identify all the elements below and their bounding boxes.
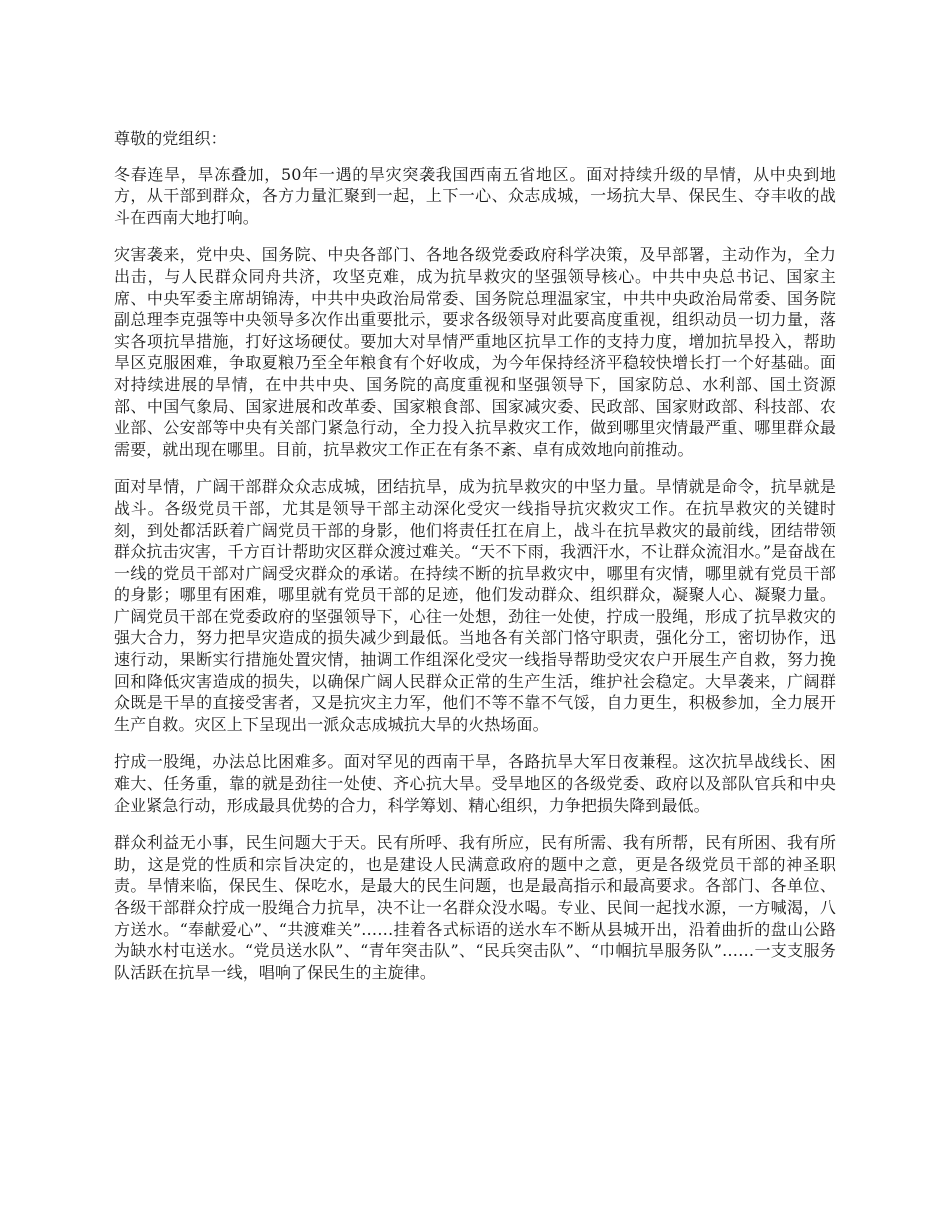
paragraph-3: 面对旱情，广阔干部群众众志成城，团结抗旱，成为抗旱救灾的中坚力量。旱情就是命令，抗旱就是战斗。各级党员干部，尤其是领导干部主动深化受灾一线指导抗灾救灾工作。在抗旱救灾的关键时刻，到处都活跃着广阔党员干部的身影，他们将责任扛在肩上，战斗在抗旱救灾的最前线，团结带领群众抗击灾害，千方百计帮助灾区群众渡过难关。“天不下雨，我洒汗水，不让群众流泪水。”是奋战在一线的党员干部对广阔受灾群众的承诺。在持续不断的抗旱救灾中，哪里有灾情，哪里就有党员干部的身影；哪里有困难，哪里就有党员干部的足迹，他们发动群众、组织群众，凝聚人心、凝聚力量。广阔党员干部在党委政府的坚强领导下，心往一处想，劲往一处使，拧成一股绳，形成了抗旱救灾的强大合力，努力把旱灾造成的损失减少到最低。当地各有关部门恪守职责，强化分工，密切协作，迅速行动，果断实行措施处置灾情，抽调工作组深化受灾一线指导帮助受灾农户开展生产自救，努力挽回和降低灾害造成的损失，以确保广阔人民群众正常的生产生活，维护社会稳定。大旱袭来，广阔群众既是干旱的直接受害者，又是抗灾主力军，他们不等不靠不气馁，自力更生，积极参加，全力展开生产自救。灾区上下呈现出一派众志成城抗大旱的火热场面。 (114, 477, 836, 734)
paragraph-5: 群众利益无小事，民生问题大于天。民有所呼、我有所应，民有所需、我有所帮，民有所困、我有所助，这是党的性质和宗旨决定的，也是建设人民满意政府的题中之意，更是各级党员干部的神圣职责。旱情来临，保民生、保吃水，是最大的民生问题，也是最高指示和最高要求。各部门、各单位、各级干部群众拧成一股绳合力抗旱，决不让一名群众没水喝。专业、民间一起找水源，一方喊渴，八方送水。“奉献爱心”、“共渡难关”……挂着各式标语的送水车不断从县城开出，沿着曲折的盘山公路为缺水村屯送水。“党员送水队”、“青年突击队”、“民兵突击队”、“巾帼抗旱服务队”……一支支服务队活跃在抗旱一线，唱响了保民生的主旋律。 (114, 833, 836, 982)
salutation: 尊敬的党组织： (114, 129, 227, 148)
paragraph-1: 冬春连旱，旱冻叠加，50年一遇的旱灾突袭我国西南五省地区。面对持续升级的旱情，从中央到地方，从干部到群众，各方力量汇聚到一起，上下一心、众志成城，一场抗大旱、保民生、夺丰收的战斗在西南大地打响。 (114, 164, 836, 227)
paragraph-2: 灾害袭来，党中央、国务院、中央各部门、各地各级党委政府科学决策，及早部署，主动作为，全力出击，与人民群众同舟共济，攻坚克难，成为抗旱救灾的坚强领导核心。中共中央总书记、国家主席、中央军委主席胡锦涛，中共中央政治局常委、国务院总理温家宝，中共中央政治局常委、国务院副总理李克强等中央领导多次作出重要批示，要求各级领导对此要高度重视，组织动员一切力量，落实各项抗旱措施，打好这场硬仗。要加大对旱情严重地区抗旱工作的支持力度，增加抗旱投入，帮助旱区克服困难，争取夏粮乃至全年粮食有个好收成，为今年保持经济平稳较快增长打一个好基础。面对持续进展的旱情，在中共中央、国务院的高度重视和坚强领导下，国家防总、水利部、国土资源部、中国气象局、国家进展和改革委、国家粮食部、国家减灾委、民政部、国家财政部、科技部、农业部、公安部等中央有关部门紧急行动，全力投入抗旱救灾工作，做到哪里灾情最严重、哪里群众最需要，就出现在哪里。目前，抗旱救灾工作正在有条不紊、卓有成效地向前推动。 (114, 245, 836, 459)
letter-body (114, 128, 836, 999)
paragraph-4: 拧成一股绳，办法总比困难多。面对罕见的西南干旱，各路抗旱大军日夜兼程。这次抗旱战线长、困难大、任务重，靠的就是劲往一处使、齐心抗大旱。受旱地区的各级党委、政府以及部队官兵和中央企业紧急行动，形成最具优势的合力，科学筹划、精心组织，力争把损失降到最低。 (114, 752, 836, 815)
